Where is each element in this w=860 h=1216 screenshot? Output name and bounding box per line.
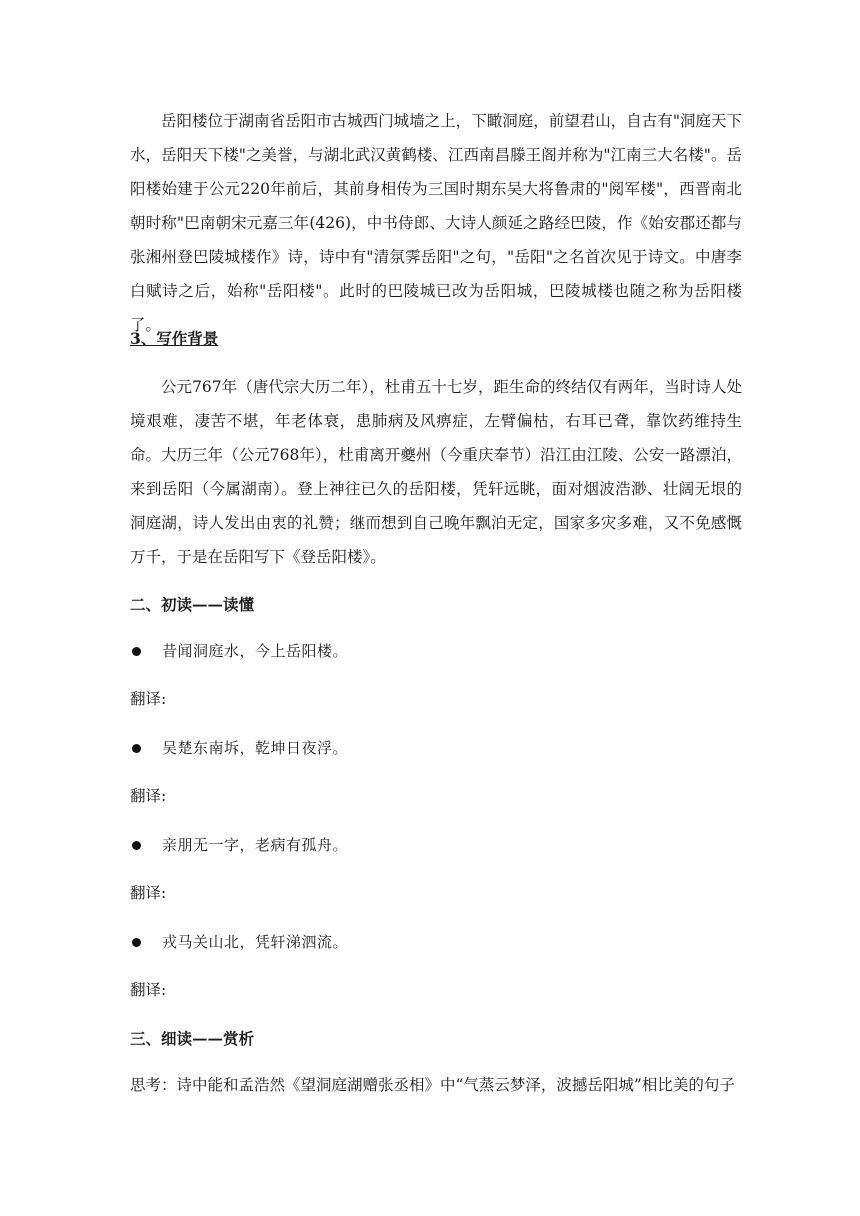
intro-paragraph: 岳阳楼位于湖南省岳阳市古城西门城墙之上，下瞰洞庭，前望君山，自古有"洞庭天下水，岳阳天下楼"之美誉，与湖北武汉黄鹤楼、江西南昌滕王阁并称为"江南三大名楼"。岳阳楼始建于公元220年前后，其前身相传为三国时期东吴大将鲁肃的"阅军楼"，西晋南北朝时称"巴南朝宋元嘉三年(426)，中书侍郎、大诗人颜延之路经巴陵，作《始安郡还都与张湘州登巴陵城楼作》诗，诗中有"清氛霁岳阳"之句，"岳阳"之名首次见于诗文。中唐李白赋诗之后，始称"岳阳楼"。此时的巴陵城已改为岳阳城，巴陵城楼也随之称为岳阳楼了。 [130,112,742,334]
background-paragraph: 公元767年（唐代宗大历二年），杜甫五十七岁，距生命的终结仅有两年，当时诗人处境艰难，凄苦不堪，年老体衰，患肺病及风痹症，左臂偏枯，右耳已聋，靠饮药维持生命。大历三年（公元768年），杜甫离开夔州（今重庆奉节）沿江由江陵、公安一路漂泊，来到岳阳（今属湖南）。登上神往已久的岳阳楼，凭轩远眺，面对烟波浩渺、壮阔无垠的洞庭湖，诗人发出由衷的礼赞；继而想到自己晚年飘泊无定，国家多灾多难，又不免感慨万千，于是在岳阳写下《登岳阳楼》。 [130,378,742,566]
poem-line-4 [130,931,742,953]
analysis-heading: 三、细读——赏析 [130,1029,255,1048]
bullet-icon [132,647,141,656]
poem-line-text: 戎马关山北，凭轩涕泗流。 [162,933,349,951]
poem-line-3 [130,834,742,856]
translate-label-1: 翻译: [130,690,167,708]
background-heading: 3、写作背景 [130,329,219,348]
translate-label-2: 翻译: [130,787,167,805]
poem-line-1 [130,640,742,662]
translate-label-3: 翻译: [130,884,167,902]
poem-line-2 [130,737,742,759]
reading-heading: 二、初读——读懂 [130,595,255,614]
bullet-icon [132,841,141,850]
poem-line-text: 亲朋无一字，老病有孤舟。 [162,836,349,854]
poem-line-text: 昔闻洞庭水，今上岳阳楼。 [162,642,349,660]
analysis-question: 思考：诗中能和孟浩然《望洞庭湖赠张丞相》中“气蒸云梦泽，波撼岳阳城”相比美的句子 [130,1076,735,1094]
poem-line-text: 吴楚东南坼，乾坤日夜浮。 [162,739,349,757]
translate-label-4: 翻译: [130,981,167,999]
bullet-icon [132,938,141,947]
bullet-icon [132,744,141,753]
